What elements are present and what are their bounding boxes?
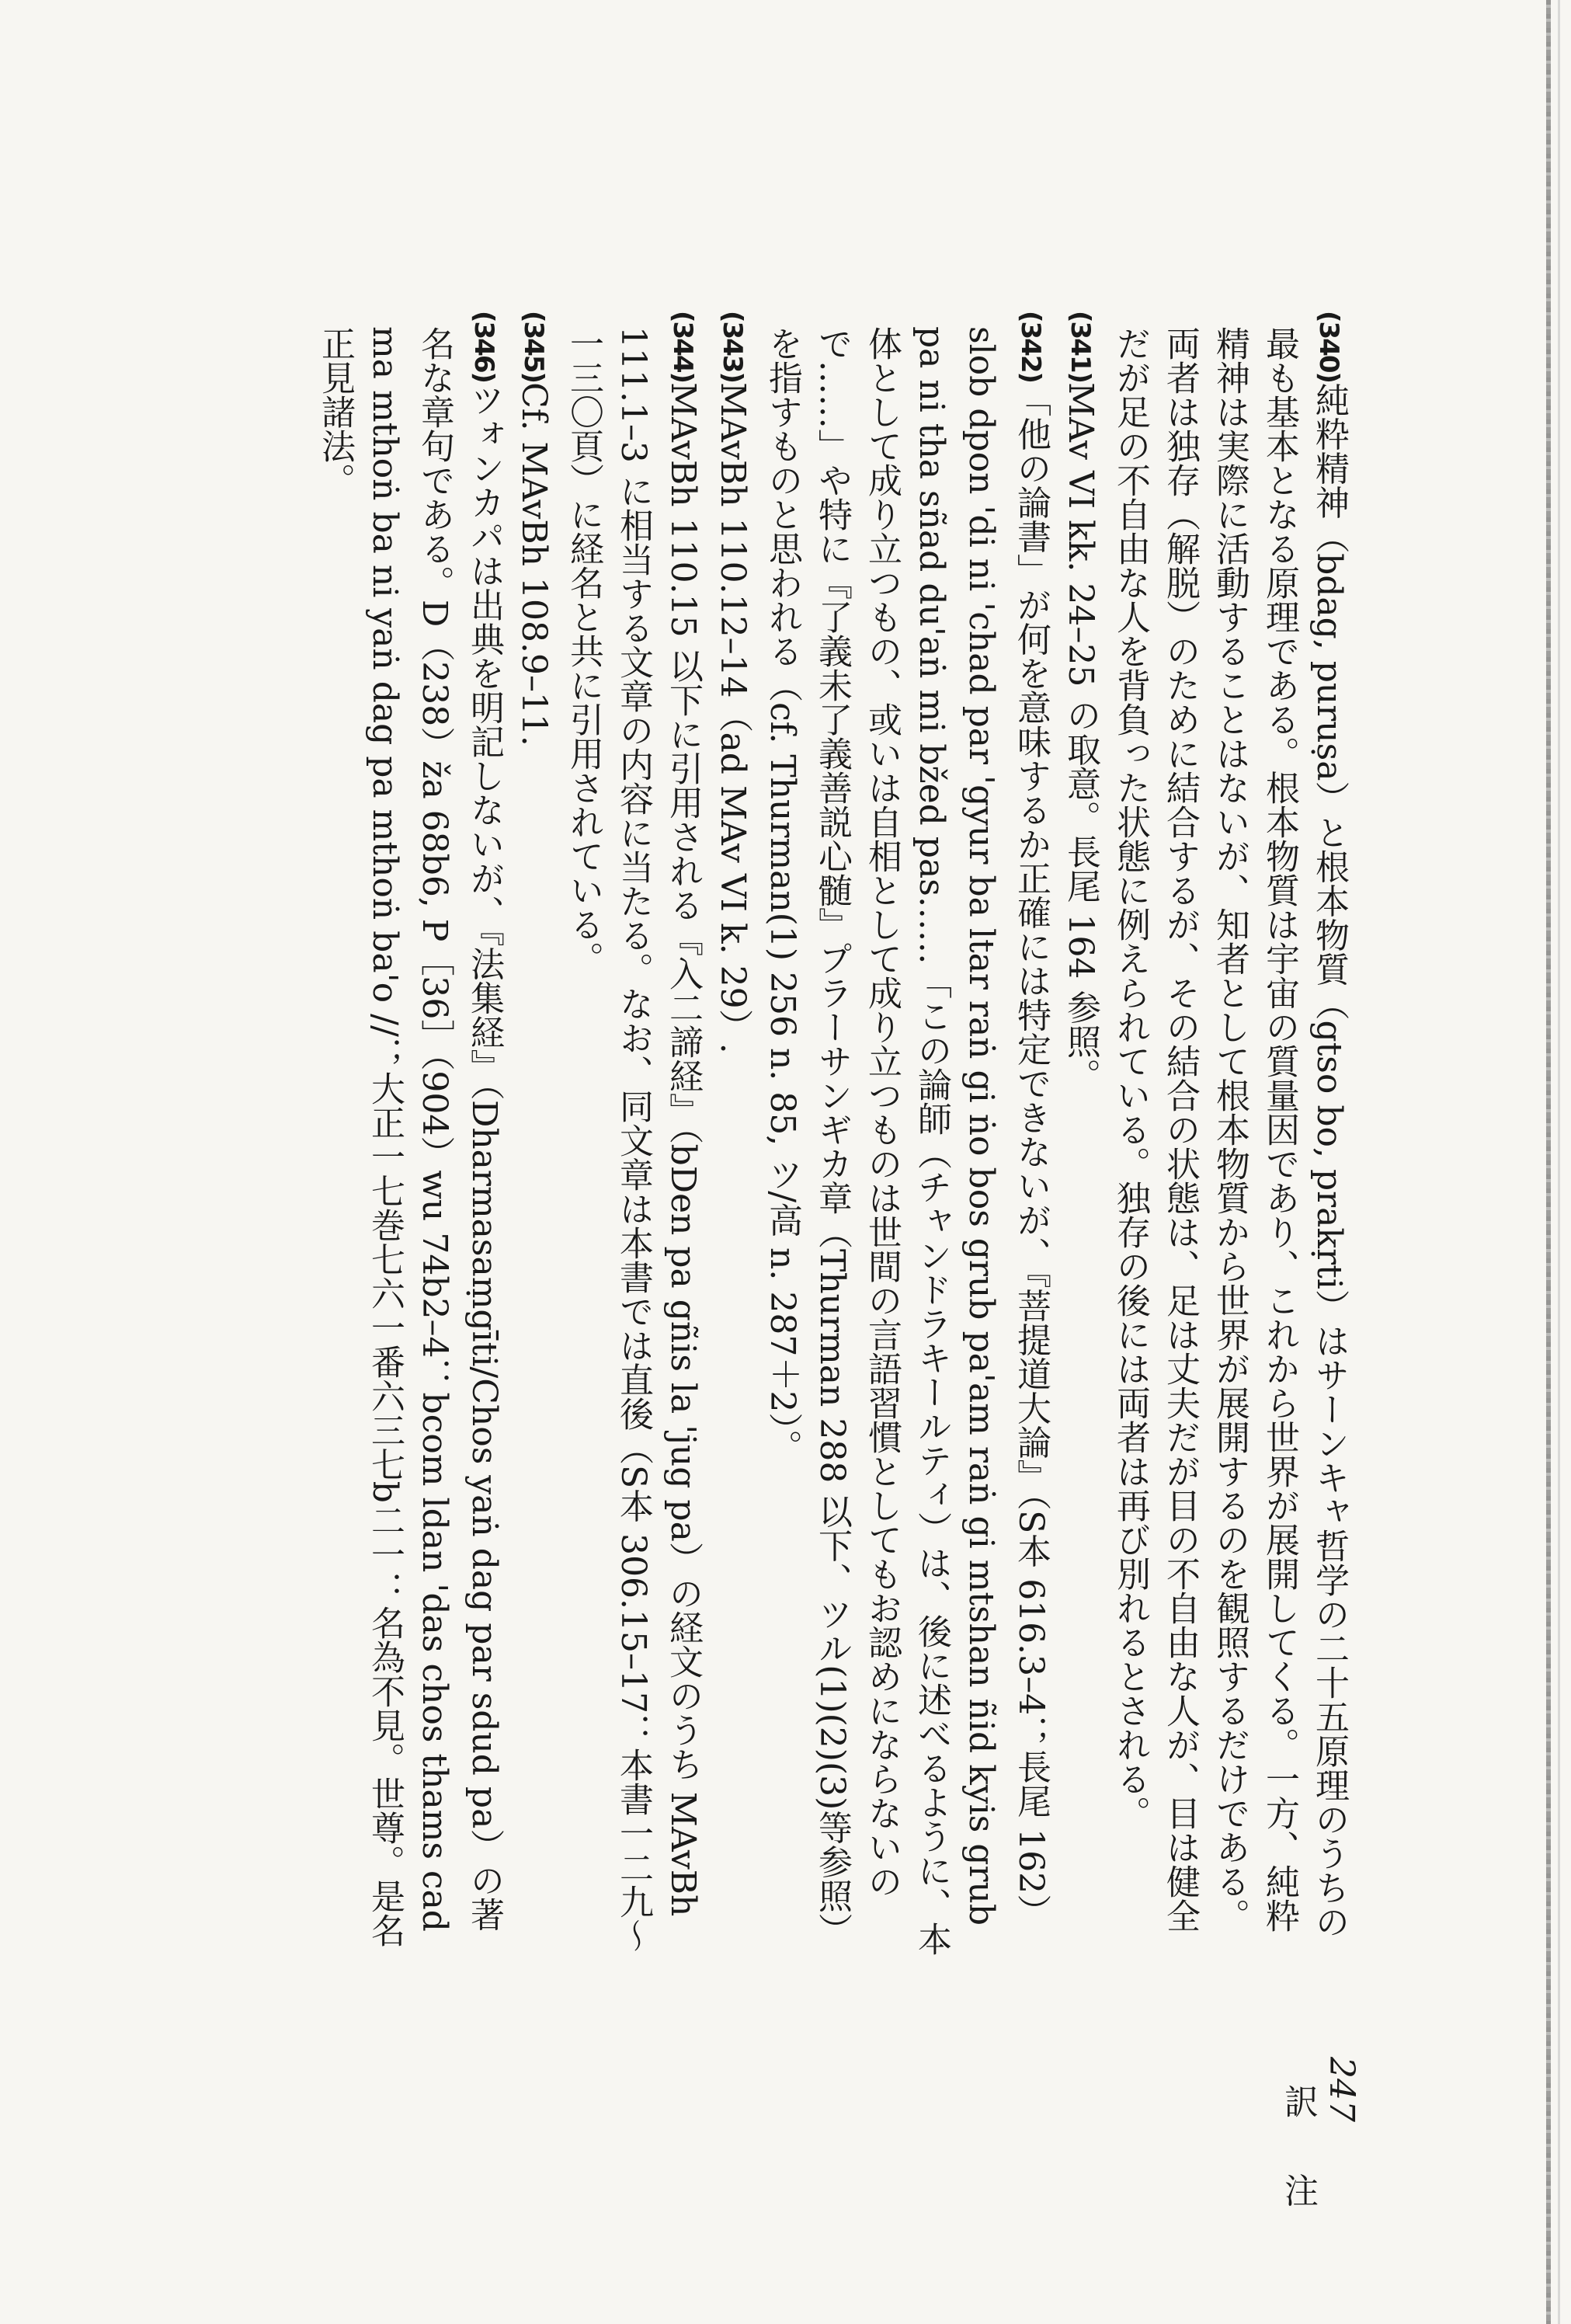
note-number: (343) — [717, 311, 748, 383]
note-342 — [757, 311, 1055, 1957]
running-title: 訳注 — [1278, 2084, 1318, 2262]
page-binding-edge — [1546, 0, 1551, 2324]
note-text: MAvBh 110.15 以下に引用される『入二諦経』（bDen pa gñis la 'jug pa）の経文のうち MAvBh 111.1–3 に相当する文章の内容に当たる。なお、同文章は本書では直後（S本 306.15–17：本書一二九～一三〇頁）に経名と共に引用されている。 — [564, 325, 703, 1953]
note-344 — [558, 311, 707, 1957]
note-340 — [1105, 311, 1354, 1957]
note-text: 純粋精神（bdag, puruṣa）と根本物質（gtso bo, prakṛti）はサーンキャ哲学の二十五原理のうちの最も基本となる原理である。根本物質は宇宙の質量因であり、これから世界が展開してくる。一方、純粋精神は実際に活動することはないが、知者として根本物質から世界が展開するのを観照するだけである。両者は独存（解脱）のために結合するが、その結合の状態は、足は丈夫だが目の不自由な人が、目は健全だが足の不自由な人を背負った状態に例えられている。独存の後には両者は再び別れるとされる。 — [1110, 325, 1349, 1939]
note-number: (346) — [468, 311, 499, 383]
note-343 — [707, 311, 757, 1957]
note-345 — [509, 311, 558, 1957]
translator-notes — [310, 311, 1354, 1957]
page-number: 247 — [1322, 2057, 1361, 2122]
note-number: (342) — [1015, 311, 1046, 383]
note-346 — [310, 311, 509, 1957]
note-text: MAv VI kk. 24–25 の取意。長尾 164 参照。 — [1061, 382, 1100, 1093]
note-text: Cf. MAvBh 108.9–11. — [514, 382, 554, 746]
note-number: (345) — [518, 311, 549, 383]
note-number: (341) — [1065, 311, 1096, 383]
note-text: MAvBh 110.12–14（ad MAv VI k. 29）. — [713, 382, 752, 1054]
note-text: 「他の論書」が何を意味するか正確には特定できないが、『菩提道大論』（S本 616.3–4；長尾 162）slob dpon 'di ni 'chad par 'gyur ba ltar raṅ gi ṅo bos grub pa'am raṅ gi mtshan ñid kyis grub pa ni tha sñad du'aṅ mi bžed pas……「この論師（チャンドラキールティ）は、後に述べるように、本体として成り立つもの、或いは自相として成り立つものは世間の言語習慣としてもお認めにならないので……」や特に『了義未了義善説心髄』プラーサンギカ章（Thurman 288 以下、ツル(1)(2)(3)等参照）を指すものと思われる（cf. Thurman(1) 256 n. 85, ツ/高 n. 287＋2）。 — [763, 325, 1051, 1956]
note-text: ツォンカパは出典を明記しないが、『法集経』（Dharmasaṃgīti/Chos yaṅ dag par sdud pa）の著名な章句である。D（238）ža 68b6, P［36］（904）wu 74b2–4：bcom ldan 'das chos thams cad ma mthoṅ ba ni yaṅ dag pa mthoṅ ba'o //；大正一七巻七六一番六三七b二一：名為不見。世尊。是名正見諸法。 — [315, 325, 504, 1947]
note-number: (340) — [1313, 311, 1344, 383]
page-footer — [1276, 2057, 1363, 2324]
note-number: (344) — [667, 311, 698, 383]
page-edge-shadow — [1558, 0, 1560, 2324]
note-341 — [1055, 311, 1105, 1957]
